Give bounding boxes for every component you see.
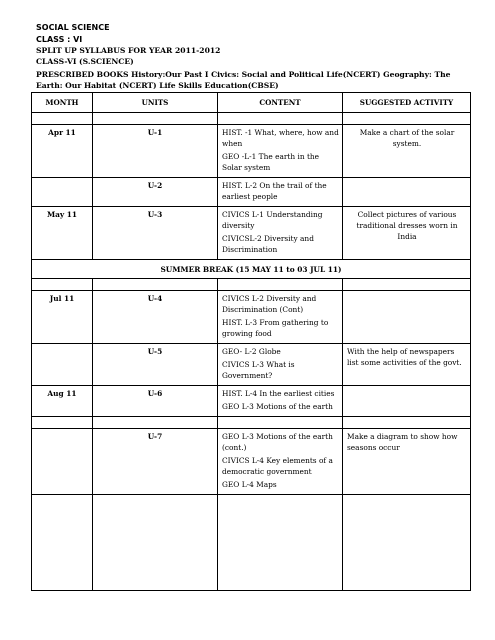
activity-cell: Make a diagram to show how seasons occur bbox=[343, 429, 471, 495]
activity-cell bbox=[343, 291, 471, 344]
month-cell: Aug 11 bbox=[32, 386, 93, 417]
content-line: HIST. L-3 From gathering to growing food bbox=[222, 318, 329, 338]
content-line: GEO -L-1 The earth in the Solar system bbox=[222, 152, 320, 172]
content-cell bbox=[218, 429, 343, 495]
content-line: GEO L-4 Maps bbox=[222, 480, 277, 489]
unit-cell: U-2 bbox=[93, 178, 218, 207]
spacer-row bbox=[32, 113, 471, 125]
summer-break-label: SUMMER BREAK (15 MAY 11 to 03 JUL 11) bbox=[32, 260, 471, 279]
column-header-activity: SUGGESTED ACTIVITY bbox=[343, 93, 471, 113]
content-line: HIST. -1 What, where, how and when bbox=[222, 128, 339, 148]
content-line: CIVICSL-2 Diversity and Discrimination bbox=[222, 234, 314, 254]
table-row bbox=[32, 344, 471, 386]
table-row bbox=[32, 386, 471, 417]
unit-cell: U-6 bbox=[93, 386, 218, 417]
spacer-row bbox=[32, 417, 471, 429]
table-row bbox=[32, 291, 471, 344]
class-title: CLASS : VI bbox=[36, 35, 83, 44]
unit-cell: U-7 bbox=[93, 429, 218, 495]
column-header-units: UNITS bbox=[93, 93, 218, 113]
content-cell bbox=[218, 344, 343, 386]
unit-cell: U-3 bbox=[93, 207, 218, 260]
content-line: GEO L-3 Motions of the earth (cont.) bbox=[222, 432, 333, 452]
content-line: CIVICS L-4 Key elements of a democratic government bbox=[222, 456, 333, 476]
table-row bbox=[32, 125, 471, 178]
table-row bbox=[32, 207, 471, 260]
content-cell bbox=[218, 125, 343, 178]
month-cell bbox=[32, 344, 93, 386]
syllabus-table bbox=[31, 92, 471, 591]
unit-cell: U-5 bbox=[93, 344, 218, 386]
activity-cell bbox=[343, 386, 471, 417]
spacer-row bbox=[32, 279, 471, 291]
content-line: CIVICS L-2 Diversity and Discrimination (Cont) bbox=[222, 294, 317, 314]
month-cell: May 11 bbox=[32, 207, 93, 260]
month-cell bbox=[32, 178, 93, 207]
content-line: CIVICS L-3 What is Government? bbox=[222, 360, 295, 380]
class-subtitle: CLASS-VI (S.SCIENCE) bbox=[36, 57, 134, 66]
content-line: CIVICS L-1 Understanding diversity bbox=[222, 210, 323, 230]
content-cell bbox=[218, 291, 343, 344]
content-line: HIST. L-2 On the trail of the earliest people bbox=[222, 181, 327, 201]
syllabus-title: SPLIT UP SYLLABUS FOR YEAR 2011-2012 bbox=[36, 46, 221, 55]
month-cell: Apr 11 bbox=[32, 125, 93, 178]
table-row bbox=[32, 429, 471, 495]
unit-cell: U-4 bbox=[93, 291, 218, 344]
content-line: GEO- L-2 Globe bbox=[222, 347, 281, 356]
unit-cell: U-1 bbox=[93, 125, 218, 178]
prescribed-books: PRESCRIBED BOOKS History:Our Past I Civics: Social and Political Life(NCERT) Geography: The Earth: Our Habitat (NCERT) Life Skills Education(CBSE) bbox=[36, 70, 451, 90]
activity-cell: Make a chart of the solar system. bbox=[343, 125, 471, 178]
content-cell bbox=[218, 178, 343, 207]
month-cell bbox=[32, 429, 93, 495]
activity-cell: Collect pictures of various traditional dresses worn in India bbox=[343, 207, 471, 260]
content-line: HIST. L-4 In the earliest cities bbox=[222, 389, 335, 398]
table-header-row bbox=[32, 93, 471, 113]
table-row bbox=[32, 178, 471, 207]
column-header-content: CONTENT bbox=[218, 93, 343, 113]
activity-cell bbox=[343, 178, 471, 207]
content-cell bbox=[218, 207, 343, 260]
empty-row bbox=[32, 495, 471, 591]
content-cell bbox=[218, 386, 343, 417]
summer-break-row bbox=[32, 260, 471, 279]
column-header-month: MONTH bbox=[32, 93, 93, 113]
subject-title: SOCIAL SCIENCE bbox=[36, 23, 110, 32]
activity-cell: With the help of newspapers list some activities of the govt. bbox=[343, 344, 471, 386]
month-cell: Jul 11 bbox=[32, 291, 93, 344]
content-line: GEO L-3 Motions of the earth bbox=[222, 402, 333, 411]
